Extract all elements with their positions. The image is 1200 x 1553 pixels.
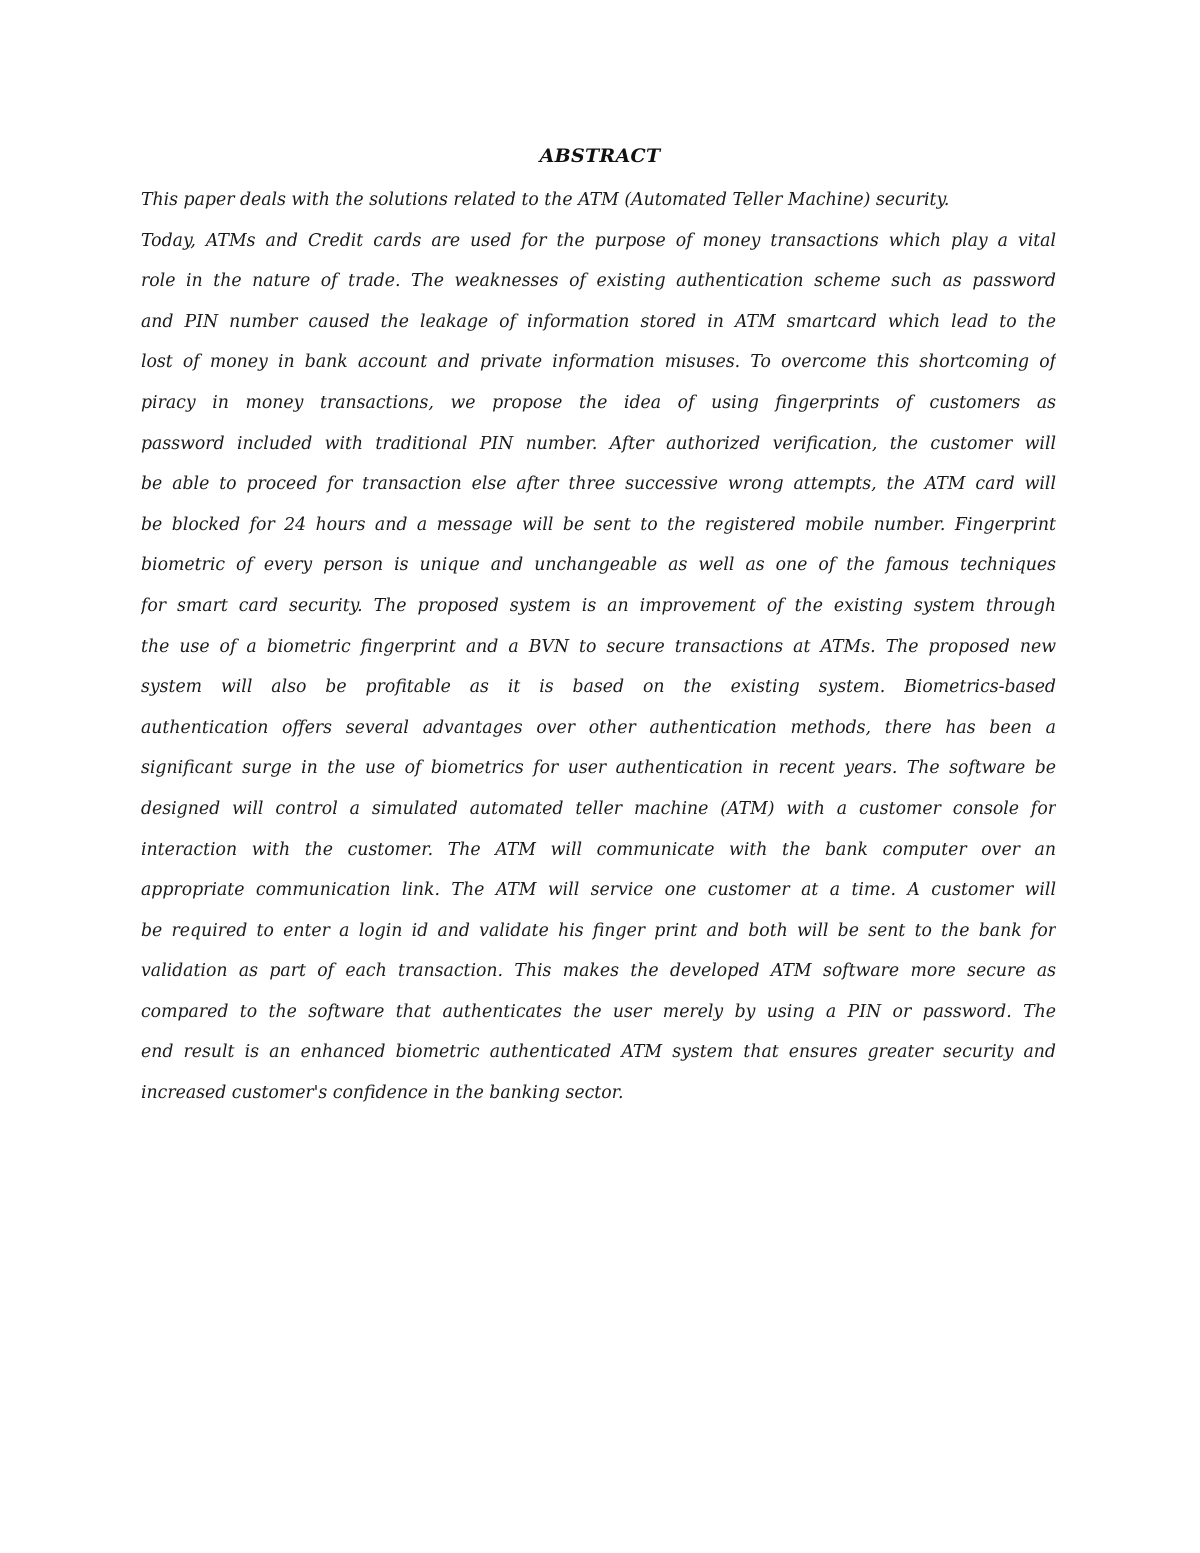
abstract-line: increased customer's confidence in the banking sector. [141, 1083, 624, 1104]
abstract-line: interaction with the customer. The ATM will communicate with the bank computer over an [141, 839, 1056, 860]
abstract-line: for smart card security. The proposed system is an improvement of the existing system through [141, 595, 1056, 616]
abstract-line: compared to the software that authenticates the user merely by using a PIN or password. The [141, 1001, 1056, 1022]
abstract-line: piracy in money transactions, we propose the idea of using fingerprints of customers as [141, 392, 1056, 413]
abstract-line: validation as part of each transaction. This makes the developed ATM software more secure as [141, 961, 1056, 982]
abstract-line: appropriate communication link. The ATM will service one customer at a time. A customer will [141, 880, 1056, 901]
abstract-line: This paper deals with the solutions related to the ATM (Automated Teller Machine) security. [141, 190, 950, 210]
abstract-line: Today, ATMs and Credit cards are used for the purpose of money transactions which play a vital [141, 230, 1056, 251]
abstract-line: be able to proceed for transaction else after three successive wrong attempts, the ATM card will [141, 474, 1056, 495]
abstract-line: and PIN number caused the leakage of information stored in ATM smartcard which lead to the [141, 311, 1056, 332]
abstract-line: designed will control a simulated automated teller machine (ATM) with a customer console for [141, 798, 1056, 819]
abstract-line: system will also be profitable as it is based on the existing system. Biometrics-based [141, 677, 1056, 698]
abstract-line: authentication offers several advantages over other authentication methods, there has been a [141, 717, 1056, 738]
abstract-line: the use of a biometric fingerprint and a BVN to secure transactions at ATMs. The proposed new [141, 636, 1056, 657]
abstract-line: role in the nature of trade. The weaknesses of existing authentication scheme such as password [141, 271, 1056, 292]
abstract-line: end result is an enhanced biometric authenticated ATM system that ensures greater security and [141, 1042, 1056, 1063]
abstract-line: biometric of every person is unique and unchangeable as well as one of the famous techniques [141, 555, 1056, 576]
abstract-line: be blocked for 24 hours and a message will be sent to the registered mobile number. Fingerprint [141, 514, 1056, 535]
abstract-line: lost of money in bank account and private information misuses. To overcome this shortcoming of [141, 352, 1056, 373]
abstract-line: be required to enter a login id and validate his finger print and both will be sent to the bank for [141, 920, 1056, 941]
abstract-body [141, 180, 1056, 1114]
abstract-heading: ABSTRACT [539, 145, 661, 167]
abstract-line: significant surge in the use of biometrics for user authentication in recent years. The software be [141, 758, 1056, 779]
abstract-line: password included with traditional PIN number. After authorized verification, the customer will [141, 433, 1056, 454]
